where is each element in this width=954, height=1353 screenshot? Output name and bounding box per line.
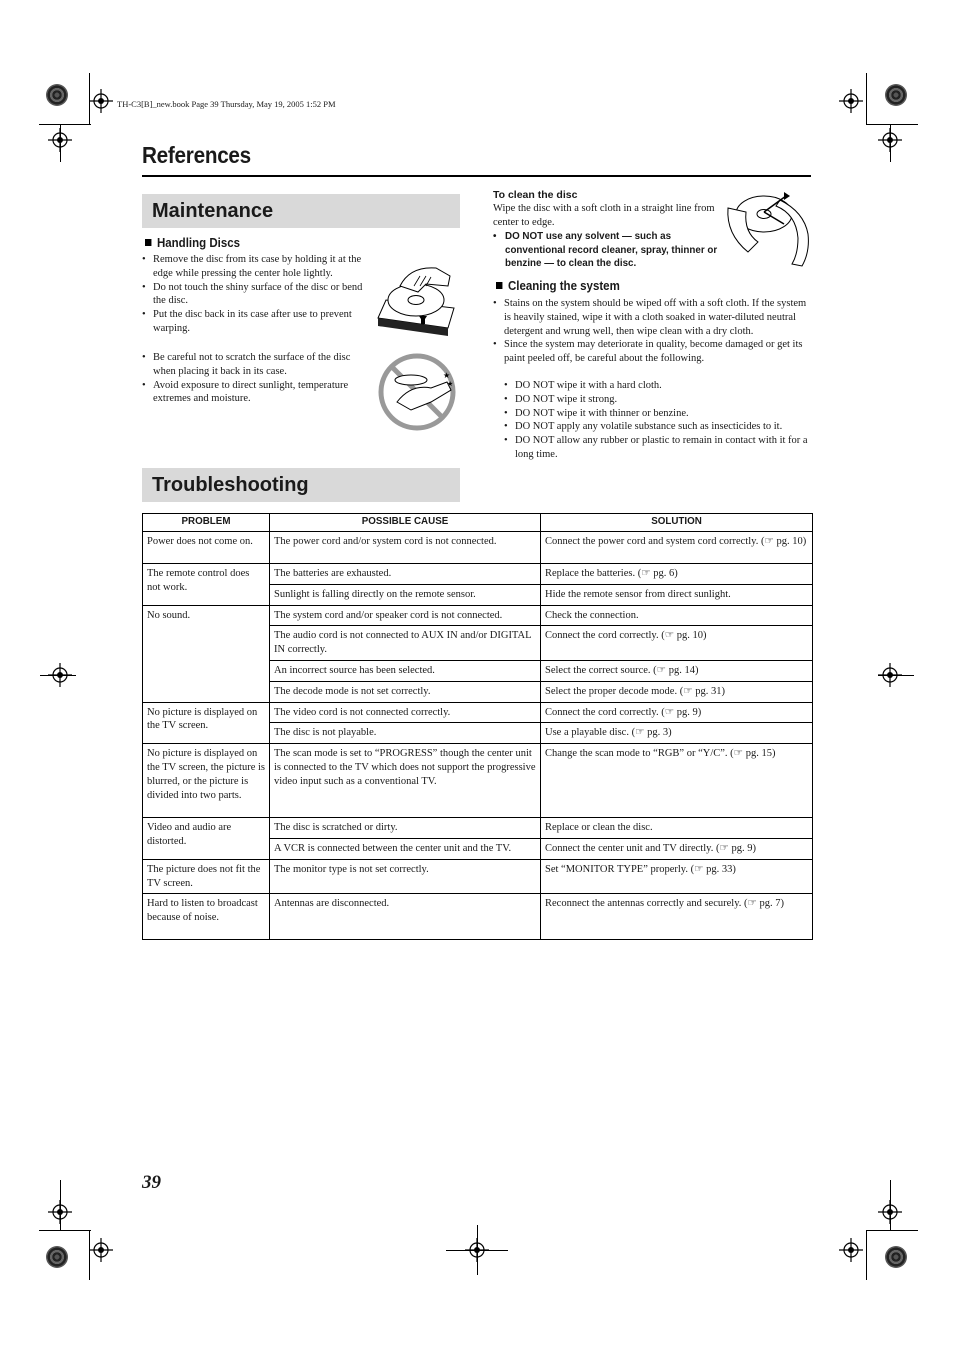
column-header-solution: SOLUTION — [541, 514, 813, 532]
cause-cell: The batteries are exhausted. — [270, 564, 541, 585]
solution-cell: Hide the remote sensor from direct sunlight. — [541, 584, 813, 605]
clean-disc-title: To clean the disc — [493, 189, 578, 201]
table-row — [143, 894, 813, 940]
disc-case-illustration-icon — [374, 256, 460, 342]
cause-cell: The monitor type is not set correctly. — [270, 859, 541, 894]
list-item: • Be careful not to scratch the surface of the disc when placing it back in its case. — [141, 351, 373, 379]
svg-text:★: ★ — [447, 380, 454, 388]
solution-cell: Check the connection. — [541, 605, 813, 626]
maintenance-heading: Maintenance — [142, 194, 460, 228]
handling-discs-title: Handling Discs — [156, 236, 241, 250]
cause-cell: The scan mode is set to “PROGRESS” though the center unit is connected to the TV which does not support the progressive video input such as a conventional TV. — [270, 744, 541, 818]
table-row — [143, 532, 813, 564]
page-number: 39 — [142, 1172, 161, 1193]
cause-cell: An incorrect source has been selected. — [270, 660, 541, 681]
column-header-problem: PROBLEM — [143, 514, 270, 532]
registration-crosshair-icon — [878, 128, 902, 152]
cleaning-system-heading — [496, 279, 620, 293]
solution-cell: Connect the center unit and TV directly. (☞ pg. 9) — [541, 838, 813, 859]
list-item: • DO NOT wipe it with thinner or benzine. — [492, 407, 816, 421]
square-bullet-icon — [496, 282, 502, 289]
file-info: TH-C3[B]_new.book Page 39 Thursday, May 19, 2005 1:52 PM — [117, 99, 336, 109]
table-row — [143, 818, 813, 839]
registration-crosshair-icon — [48, 128, 72, 152]
registration-crosshair-icon — [89, 89, 113, 113]
table-row — [143, 859, 813, 894]
svg-text:★: ★ — [443, 371, 451, 380]
square-bullet-icon — [145, 239, 151, 246]
prohibited-scratch-illustration-icon — [375, 350, 461, 432]
solution-cell: Connect the cord correctly. (☞ pg. 10) — [541, 626, 813, 661]
registration-disk-icon — [885, 84, 907, 106]
list-item: • Remove the disc from its case by holding it at the edge while pressing the center hole lightly. — [141, 253, 373, 281]
registration-crosshair-icon — [839, 89, 863, 113]
solution-cell: Change the scan mode to “RGB” or “Y/C”. (☞ pg. 15) — [541, 744, 813, 818]
table-row — [143, 702, 813, 723]
cause-cell: Sunlight is falling directly on the remote sensor. — [270, 584, 541, 605]
solution-cell: Replace or clean the disc. — [541, 818, 813, 839]
problem-cell: The picture does not fit the TV screen. — [143, 859, 270, 894]
problem-cell: Hard to listen to broadcast because of noise. — [143, 894, 270, 940]
problem-cell: The remote control does not work. — [143, 564, 270, 606]
solution-cell: Set “MONITOR TYPE” properly. (☞ pg. 33) — [541, 859, 813, 894]
page-title: References — [142, 142, 251, 168]
solution-cell: Connect the power cord and system cord correctly. (☞ pg. 10) — [541, 532, 813, 564]
solution-cell: Use a playable disc. (☞ pg. 3) — [541, 723, 813, 744]
column-header-cause: POSSIBLE CAUSE — [270, 514, 541, 532]
registration-disk-icon — [885, 1246, 907, 1268]
solution-cell: Reconnect the antennas correctly and securely. (☞ pg. 7) — [541, 894, 813, 940]
list-item: • DO NOT wipe it with a hard cloth. — [492, 379, 816, 393]
problem-cell: No picture is displayed on the TV screen, the picture is blurred, or the picture is divided into two parts. — [143, 744, 270, 818]
cause-cell: The disc is not playable. — [270, 723, 541, 744]
solution-cell: Replace the batteries. (☞ pg. 6) — [541, 564, 813, 585]
cause-cell: The system cord and/or speaker cord is not connected. — [270, 605, 541, 626]
list-item: • Do not touch the shiny surface of the disc or bend the disc. — [141, 281, 373, 309]
cause-cell: Antennas are disconnected. — [270, 894, 541, 940]
cause-cell: The video cord is not connected correctly. — [270, 702, 541, 723]
list-item: • DO NOT wipe it strong. — [492, 393, 816, 407]
registration-crosshair-icon — [89, 1238, 113, 1262]
clean-disc-warning: • DO NOT use any solvent — such as conventional record cleaner, spray, thinner or benzine — to clean the disc. — [493, 230, 718, 271]
cleaning-system-title: Cleaning the system — [507, 279, 620, 293]
troubleshooting-heading: Troubleshooting — [142, 468, 460, 502]
problem-cell: No picture is displayed on the TV screen. — [143, 702, 270, 744]
wiping-disc-illustration-icon — [724, 186, 812, 268]
list-item: • Avoid exposure to direct sunlight, temperature extremes and moisture. — [141, 379, 373, 407]
cause-cell: A VCR is connected between the center unit and the TV. — [270, 838, 541, 859]
cleaning-system-sublist — [492, 379, 816, 462]
clean-disc-text: Wipe the disc with a soft cloth in a straight line from center to edge. — [493, 203, 715, 228]
handling-discs-heading — [145, 236, 240, 250]
registration-disk-icon — [46, 84, 68, 106]
handling-list-1 — [141, 253, 373, 336]
list-item: • Since the system may deteriorate in quality, become damaged or get its paint peeled off, be careful about the following. — [492, 338, 812, 366]
cleaning-system-list — [492, 297, 812, 366]
solution-cell: Connect the cord correctly. (☞ pg. 9) — [541, 702, 813, 723]
troubleshooting-table — [142, 513, 813, 940]
solution-cell: Select the correct source. (☞ pg. 14) — [541, 660, 813, 681]
cause-cell: The power cord and/or system cord is not connected. — [270, 532, 541, 564]
table-header-row — [143, 514, 813, 532]
problem-cell: No sound. — [143, 605, 270, 702]
title-rule — [142, 175, 811, 177]
list-item: • DO NOT apply any volatile substance such as insecticides to it. — [492, 420, 816, 434]
registration-disk-icon — [46, 1246, 68, 1268]
cause-cell: The decode mode is not set correctly. — [270, 681, 541, 702]
list-item: • Stains on the system should be wiped off with a soft cloth. If the system is heavily stained, wipe it with a cloth soaked in water-diluted neutral detergent and wrung well, then wipe clean with a dry cloth. — [492, 297, 812, 338]
problem-cell: Video and audio are distorted. — [143, 818, 270, 860]
table-row — [143, 564, 813, 585]
list-item: • DO NOT allow any rubber or plastic to remain in contact with it for a long time. — [492, 434, 816, 462]
cause-cell: The disc is scratched or dirty. — [270, 818, 541, 839]
problem-cell: Power does not come on. — [143, 532, 270, 564]
cause-cell: The audio cord is not connected to AUX IN and/or DIGITAL IN correctly. — [270, 626, 541, 661]
list-item: • Put the disc back in its case after use to prevent warping. — [141, 308, 373, 336]
table-row — [143, 605, 813, 626]
solution-cell: Select the proper decode mode. (☞ pg. 31) — [541, 681, 813, 702]
registration-crosshair-icon — [839, 1238, 863, 1262]
table-row — [143, 744, 813, 818]
handling-list-2 — [141, 351, 373, 406]
